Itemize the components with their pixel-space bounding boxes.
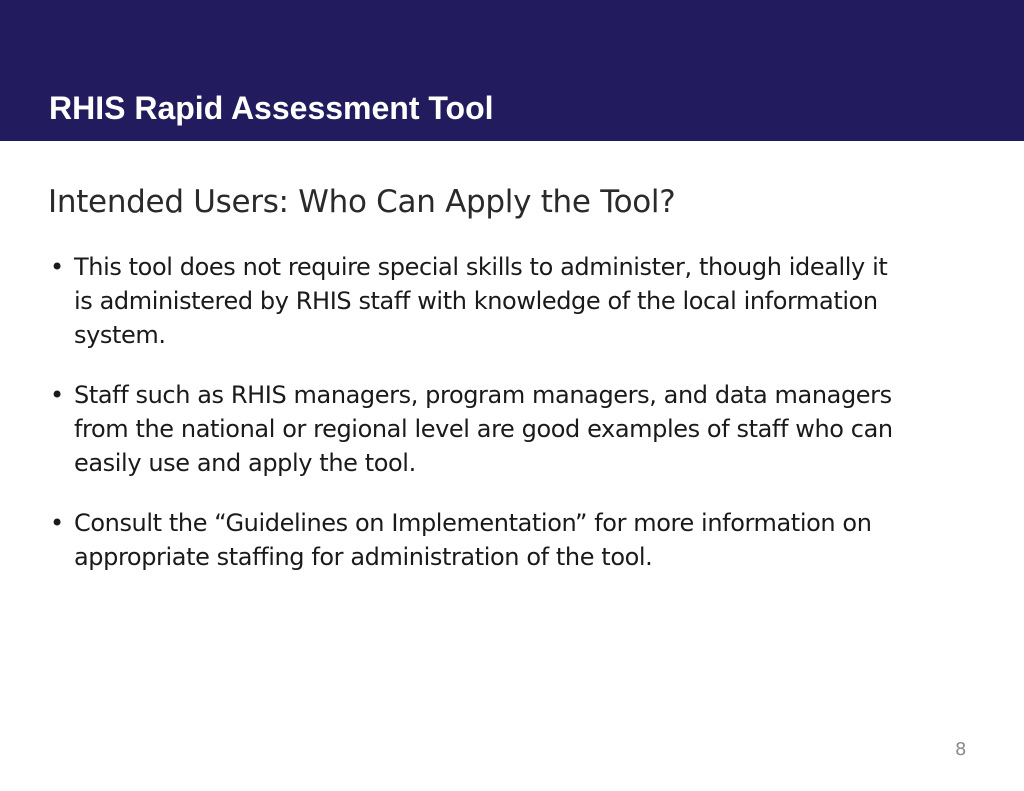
- bullet-list: [48, 250, 908, 600]
- bullet-item-guidelines: [48, 506, 908, 574]
- bullet-text: This tool does not require special skills to administer, though ideally it is administered by RHIS staff with knowledge of the local information system.: [74, 253, 888, 349]
- bullet-dot-icon: •: [50, 253, 64, 281]
- header-band: [0, 0, 1024, 141]
- slide-subtitle: Intended Users: Who Can Apply the Tool?: [48, 184, 676, 220]
- page-number: 8: [955, 739, 967, 760]
- slide-title: RHIS Rapid Assessment Tool: [49, 90, 494, 126]
- bullet-text: Consult the “Guidelines on Implementation” for more information on appropriate staffing for administration of the tool.: [74, 509, 872, 571]
- bullet-item-staff-skills: [48, 250, 908, 352]
- bullet-item-staff-examples: [48, 378, 908, 480]
- bullet-dot-icon: •: [50, 381, 64, 409]
- bullet-dot-icon: •: [50, 509, 64, 537]
- bullet-text: Staff such as RHIS managers, program managers, and data managers from the national or regional level are good examples of staff who can easily use and apply the tool.: [74, 381, 893, 477]
